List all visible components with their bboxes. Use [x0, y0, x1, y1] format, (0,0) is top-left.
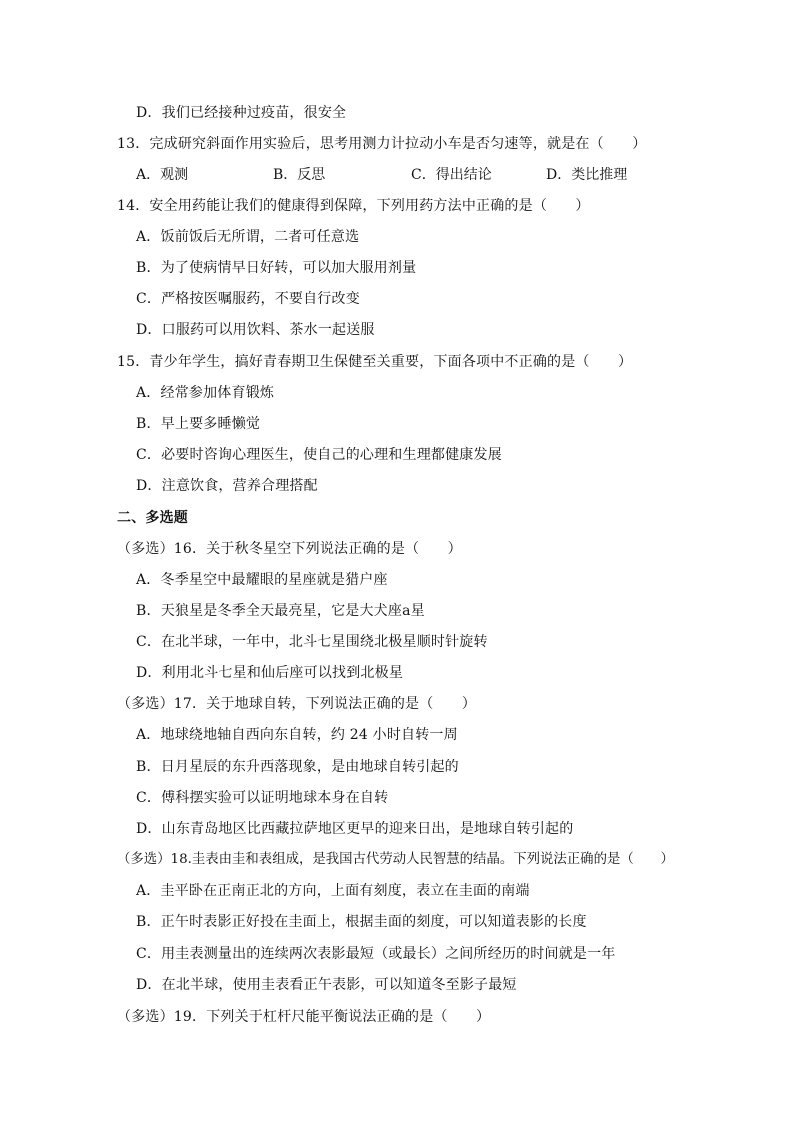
q18-option-d: D．在北半球，使用圭表看正午表影，可以知道冬至影子最短: [136, 977, 517, 993]
q15-option-b: B．早上要多睡懒觉: [136, 416, 261, 432]
q19-stem: （多选）19．下列关于杠杆尺能平衡说法正确的是（ ）: [117, 1009, 491, 1025]
q13-option-d: D．类比推理: [546, 167, 628, 183]
q13-stem: 13．完成研究斜面作用实验后，思考用测力计拉动小车是否匀速等，就是在（ ）: [117, 136, 647, 152]
q17-option-d: D．山东青岛地区比西藏拉萨地区更早的迎来日出，是地球自转引起的: [136, 821, 574, 837]
q15-option-a: A．经常参加体育锻炼: [136, 385, 275, 401]
section-title-multiple-choice: 二、多选题: [117, 510, 188, 526]
q14-option-b: B．为了使病情早日好转，可以加大服用剂量: [136, 260, 417, 276]
q17-option-c: C．傅科摆实验可以证明地球本身在自转: [136, 790, 389, 806]
q16-option-b: B．天狼星是冬季全天最亮星，它是大犬座a星: [136, 603, 425, 619]
q13-option-b: B．反思: [273, 167, 326, 183]
q15-option-c: C．必要时咨询心理医生，使自己的心理和生理都健康发展: [136, 447, 502, 463]
q14-option-a: A．饭前饭后无所谓，二者可任意选: [136, 229, 360, 245]
q14-stem: 14．安全用药能让我们的健康得到保障，下列用药方法中正确的是（ ）: [117, 198, 590, 214]
q18-option-a: A．圭平卧在正南正北的方向，上面有刻度，表立在圭面的南端: [136, 883, 530, 899]
q16-stem: （多选）16．关于秋冬星空下列说法正确的是（ ）: [117, 541, 462, 557]
q16-option-a: A．冬季星空中最耀眼的星座就是猎户座: [136, 572, 388, 588]
q16-option-c: C．在北半球，一年中，北斗七星围绕北极星顺时针旋转: [136, 634, 488, 650]
q13-option-a: A．观测: [136, 167, 189, 183]
q17-option-b: B．日月星辰的东升西落现象，是由地球自转引起的: [136, 759, 459, 775]
q18-option-c: C．用圭表测量出的连续两次表影最短（或最长）之间所经历的时间就是一年: [136, 946, 616, 962]
q13-option-c: C．得出结论: [411, 167, 492, 183]
q18-option-b: B．正午时表影正好投在圭面上，根据圭面的刻度，可以知道表影的长度: [136, 914, 587, 930]
q17-option-a: A．地球绕地轴自西向东自转，约 24 小时自转一周: [136, 727, 458, 743]
q15-stem: 15．青少年学生，搞好青春期卫生保健至关重要，下面各项中不正确的是（ ）: [117, 354, 633, 370]
q15-option-d: D．注意饮食，营养合理搭配: [136, 478, 318, 494]
q16-option-d: D．利用北斗七星和仙后座可以找到北极星: [136, 665, 404, 681]
q17-stem: （多选）17．关于地球自转，下列说法正确的是（ ）: [117, 696, 477, 712]
q14-option-c: C．严格按医嘱服药，不要自行改变: [136, 291, 360, 307]
q14-option-d: D．口服药可以用饮料、茶水一起送服: [136, 322, 375, 338]
q18-stem: （多选）18.圭表由圭和表组成，是我国古代劳动人民智慧的结晶。下列说法正确的是（ ）: [117, 852, 674, 867]
q12-option-d: D．我们已经接种过疫苗，很安全: [136, 105, 347, 121]
